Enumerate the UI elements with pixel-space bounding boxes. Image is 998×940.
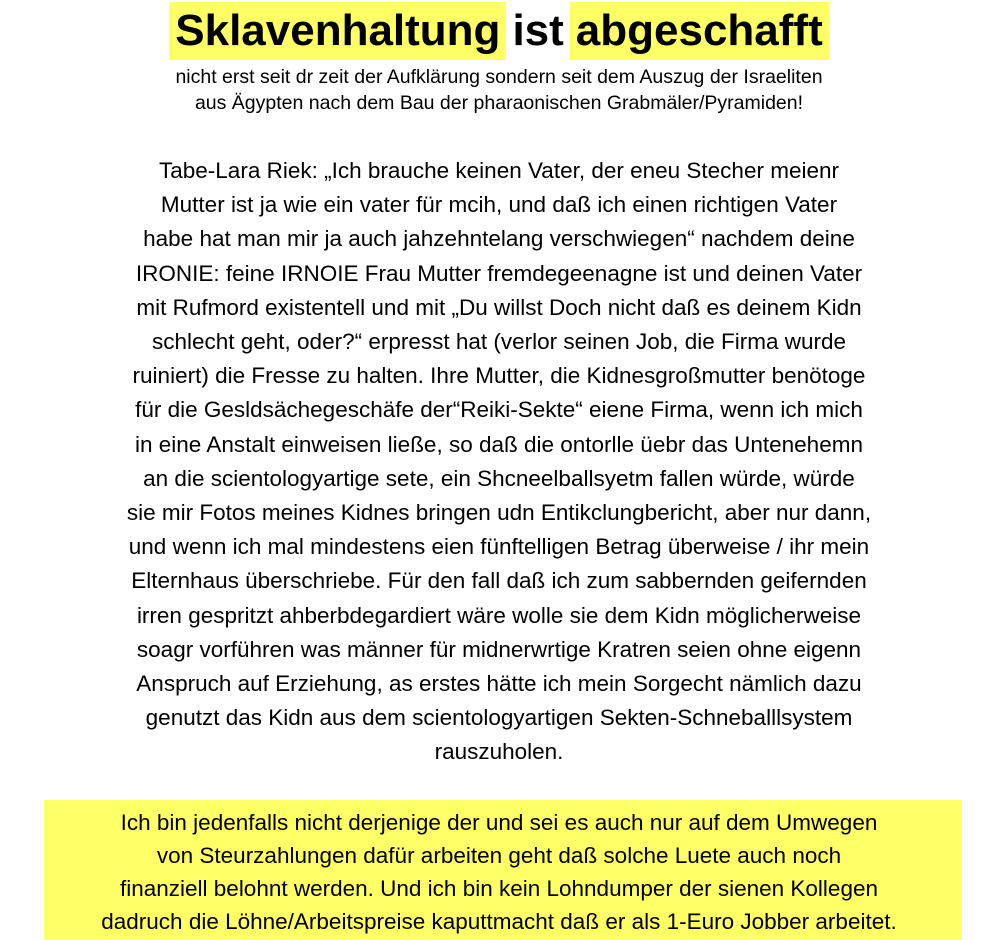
body-line: irren gespritzt ahberbdegardiert wäre wolle sie dem Kidn möglicherweise (136, 602, 862, 628)
body-line: Elternhaus überschriebe. Für den fall daß ich zum sabbernden geifernden (131, 568, 867, 594)
body-line: rauszuholen. (434, 739, 564, 765)
body-line: schlecht geht, oder?“ erpresst hat (verlor seinen Job, die Firma wurde (151, 329, 847, 355)
highlight-line: finanziell belohnt werden. Und ich bin kein Lohndumper der sienen Kollegen (119, 876, 878, 901)
body-paragraph (0, 154, 998, 770)
highlight-line: dadruch die Löhne/Arbeitspreise kaputtmacht daß er als 1-Euro Jobber arbeitet. (101, 909, 897, 934)
body-line: an die scientologyartige sete, ein Shcneelballsyetm fallen würde, würde (143, 465, 855, 491)
highlight-line: Ich bin jedenfalls nicht derjenige der und sei es auch nur auf dem Umwegen (120, 810, 878, 835)
body-line: für die Gesldsächegeschäfe der“Reiki-Sekte“ eiene Firma, wenn ich mich (135, 397, 863, 423)
body-line: genutzt das Kidn aus dem scientologyartigen Sekten-Schneballlsystem (145, 705, 853, 731)
subtitle (0, 64, 998, 116)
title-word-abgeschafft: abgeschafft (570, 2, 829, 60)
highlight-box-text (0, 806, 998, 938)
body-line: sie mir Fotos meines Kidnes bringen udn Entikclungbericht, aber nur dann, (126, 500, 872, 526)
body-line: Mutter ist ja wie ein vater für mcih, und daß ich einen richtigen Vater (160, 192, 838, 218)
body-line: in eine Anstalt einweisen ließe, so daß die ontorlle üebr das Untenehemn (135, 431, 863, 457)
body-line: ruiniert) die Fresse zu halten. Ihre Mutter, die Kidnesgroßmutter benötoge (132, 363, 866, 389)
body-line: habe hat man mir ja auch jahzehntelang verschwiegen“ nachdem deine (143, 226, 855, 252)
subtitle-line: nicht erst seit dr zeit der Aufklärung sondern seit dem Auszug der Israeliten (175, 66, 823, 88)
body-line: mit Rufmord existentell und mit „Du willst Doch nicht daß es deinem Kidn (136, 294, 862, 320)
page-title (0, 0, 998, 64)
body-line: IRONIE: feine IRNOIE Frau Mutter fremdegeenagne ist und deinen Vater (135, 260, 863, 286)
subtitle-line: aus Ägypten nach dem Bau der pharaonischen Grabmäler/Pyramiden! (194, 92, 804, 114)
body-line: Tabe-Lara Riek: „Ich brauche keinen Vater, der eneu Stecher meienr (159, 158, 839, 183)
body-line: und wenn ich mal mindestens eien fünftelligen Betrag überweise / ihr mein (128, 534, 870, 560)
title-word-sklavenhaltung: Sklavenhaltung (169, 2, 506, 60)
highlight-line: von Steurzahlungen dafür arbeiten geht daß solche Luete auch noch (156, 843, 842, 868)
body-line: Anspruch auf Erziehung, as erstes hätte ich mein Sorgecht nämlich dazu (136, 671, 862, 697)
title-word-ist: ist (512, 6, 564, 55)
body-line: soagr vorführen was männer für midnerwrtige Kratren seien ohne eigenn (136, 636, 862, 662)
